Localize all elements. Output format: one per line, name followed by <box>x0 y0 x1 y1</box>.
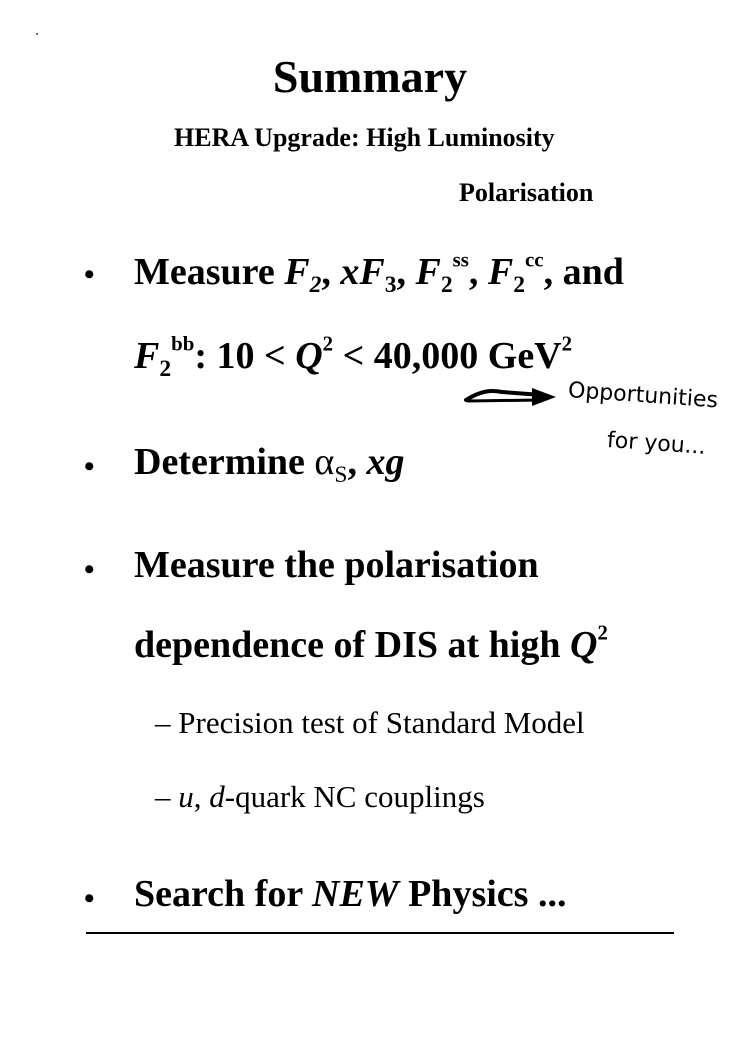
superscript: 2 <box>322 331 334 356</box>
bullet-new-physics <box>134 872 566 916</box>
subscript: 2 <box>159 356 172 383</box>
text: Measure <box>134 251 285 293</box>
superscript: 2 <box>561 331 573 356</box>
text: < 40,000 GeV <box>333 335 562 377</box>
text: Physics ... <box>398 873 567 915</box>
superscript: ss <box>452 247 469 272</box>
subscript: 2 <box>513 272 526 299</box>
superscript: cc <box>525 247 544 272</box>
text: , <box>321 251 341 293</box>
symbol-F: F <box>487 251 514 293</box>
superscript: 2 <box>597 620 608 645</box>
bullet-measure-structure-functions <box>134 247 624 299</box>
text-new: NEW <box>312 873 399 915</box>
bullet-polarisation-line1: Measure the polarisation <box>134 544 539 586</box>
subscript: 2 <box>440 272 453 299</box>
symbol-Q: Q <box>295 335 323 377</box>
handwritten-arrow-icon <box>462 380 562 410</box>
bullet-polarisation-line2 <box>134 620 608 667</box>
symbol-F: F <box>284 251 310 293</box>
superscript: bb <box>171 331 195 356</box>
subtitle-luminosity: HERA Upgrade: High Luminosity <box>174 123 555 152</box>
symbol-u: u <box>178 779 194 814</box>
scan-speck <box>36 33 38 35</box>
bullet-marker: • <box>84 882 95 915</box>
symbol-x: x <box>340 251 360 293</box>
symbol-F: F <box>415 251 441 293</box>
text: -quark NC couplings <box>224 779 485 814</box>
text: , <box>193 779 210 814</box>
subscript: 3 <box>384 272 397 299</box>
bullet-marker: • <box>84 258 95 291</box>
text: dependence of DIS at high <box>134 624 570 666</box>
subitem-quark-couplings <box>155 779 485 815</box>
text: – <box>155 779 179 814</box>
bullet-measure-range <box>134 331 573 383</box>
text: : 10 < <box>194 335 296 377</box>
symbol-alpha: α <box>314 441 335 483</box>
symbol-F: F <box>134 335 160 377</box>
text: , <box>396 251 416 293</box>
symbol-xg: xg <box>366 441 405 483</box>
subitem-precision-test: – Precision test of Standard Model <box>155 705 585 740</box>
handwritten-note-line1: Opportunities <box>567 378 719 414</box>
bullet-marker: • <box>84 553 95 586</box>
subscript: 2 <box>309 272 322 299</box>
text: , <box>347 441 367 483</box>
bottom-rule <box>86 932 674 934</box>
handwritten-note-line2: for you... <box>606 428 707 460</box>
text: , and <box>543 251 624 293</box>
bullet-marker: • <box>84 450 95 483</box>
symbol-F: F <box>359 251 385 293</box>
text: Determine <box>134 441 315 483</box>
symbol-d: d <box>209 779 225 814</box>
subscript: S <box>334 462 348 489</box>
text: Search for <box>134 873 313 915</box>
subtitle-polarisation: Polarisation <box>459 178 594 207</box>
symbol-Q: Q <box>570 624 598 666</box>
slide-title: Summary <box>272 51 468 102</box>
bullet-determine <box>134 440 405 489</box>
text: , <box>468 251 488 293</box>
